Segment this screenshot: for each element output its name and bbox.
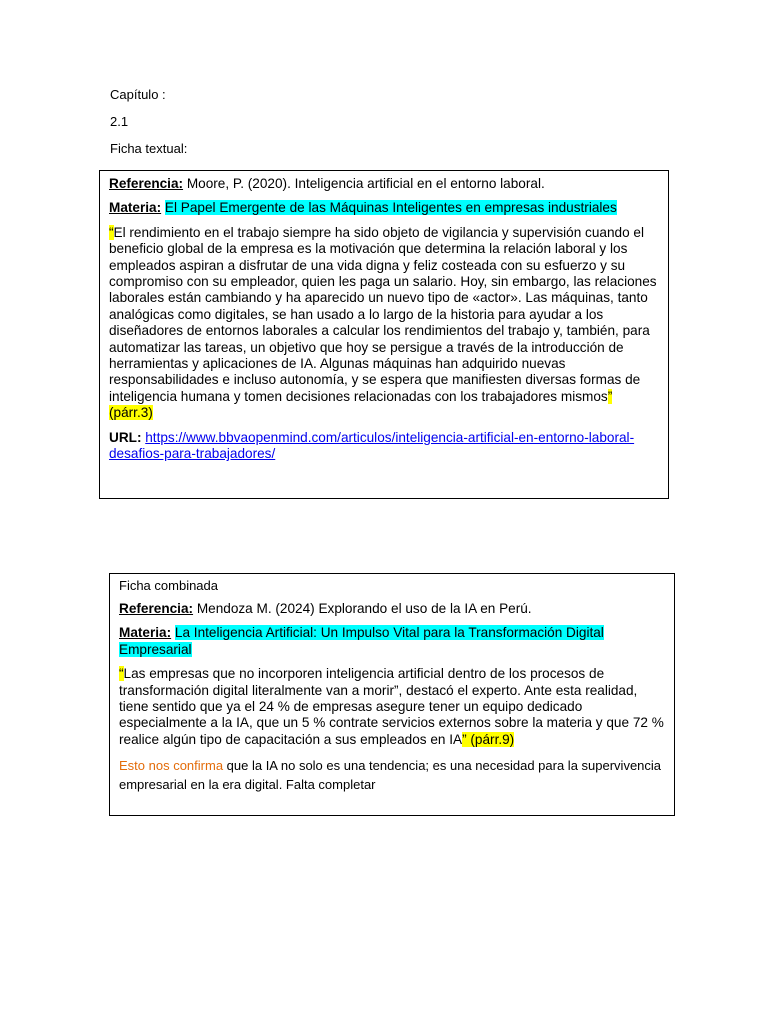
quote-citation: ” (párr.9)	[462, 731, 515, 747]
quote-open-mark: “	[119, 666, 124, 682]
ficha-textual-box	[99, 170, 669, 499]
reference-text: Moore, P. (2020). Inteligencia artificial en el entorno laboral.	[183, 176, 545, 191]
reference-text: Mendoza M. (2024) Explorando el uso de la IA en Perú.	[193, 601, 532, 616]
quote-paragraph	[109, 225, 659, 422]
url-row	[109, 430, 659, 463]
chapter-label: Capítulo :	[110, 87, 166, 102]
quote-paragraph	[119, 666, 665, 748]
url-label: URL:	[109, 429, 142, 445]
quote-text: El rendimiento en el trabajo siempre ha sido objeto de vigilancia y supervisión cuando el beneficio global de la empresa es la motivación que determina la relación laboral y los empleados aspiran a disfrutar de una vida digna y feliz costeada con su esfuerzo y su compromiso con su empleador, quien les paga un salario. Hoy, sin embargo, las relaciones laborales están cambiando y ha aparecido un nuevo tipo de «actor». Las máquinas, tanto analógicas como digitales, se han usado a lo largo de la historia para ayudar a los diseñadores de entornos laborales a calcular los rendimientos del trabajo y, también, para automatizar las tareas, un objetivo que hoy se persigue a través de la introducción de herramientas y aplicaciones de IA. Algunas máquinas han adquirido nuevas responsabilidades e incluso autonomía, y se espera que manifiesten diversas formas de inteligencia humana y tomen decisiones relacionadas con los trabajadores mismos	[109, 224, 657, 404]
url-link[interactable]: https://www.bbvaopenmind.com/articulos/inteligencia-artificial-en-entorno-laboral-desafios-para-trabajadores/	[109, 429, 635, 462]
reference-row	[119, 601, 665, 617]
materia-row	[119, 625, 665, 658]
ficha-combinada-title: Ficha combinada	[119, 578, 218, 593]
reference-label: Referencia:	[119, 601, 194, 616]
reference-row	[109, 176, 659, 192]
materia-text: El Papel Emergente de las Máquinas Inteligentes en empresas industriales	[164, 200, 617, 216]
comment-text: que la IA no solo es una tendencia; es una necesidad para la supervivencia empresarial en la era digital. Falta completar	[119, 758, 662, 793]
ficha-combinada-box	[109, 573, 675, 816]
chapter-number: 2.1	[110, 114, 129, 129]
comment-highlight: Esto nos confirma	[119, 758, 224, 774]
quote-open-mark: “	[109, 224, 114, 240]
reference-label: Referencia:	[109, 176, 184, 191]
comment-paragraph	[119, 756, 665, 794]
materia-row	[109, 200, 659, 216]
quote-citation: ” (párr.3)	[109, 388, 613, 421]
materia-label: Materia:	[119, 625, 172, 641]
quote-text: Las empresas que no incorporen inteligencia artificial dentro de los procesos de transformación digital literalmente van a morir”, destacó el experto. Ante esta realidad, tiene sentido que ya el 24 % de empresas asegure tener un equipo dedicado especialmente a la IA, que un 5 % contrate servicios externos sobre la materia y que 72 % realice algún tipo de capacitación a sus empleados en IA	[119, 666, 664, 747]
materia-text: La Inteligencia Artificial: Un Impulso Vital para la Transformación Digital Empresarial	[119, 625, 604, 657]
materia-label: Materia:	[109, 200, 162, 216]
ficha-textual-label: Ficha textual:	[110, 141, 188, 156]
